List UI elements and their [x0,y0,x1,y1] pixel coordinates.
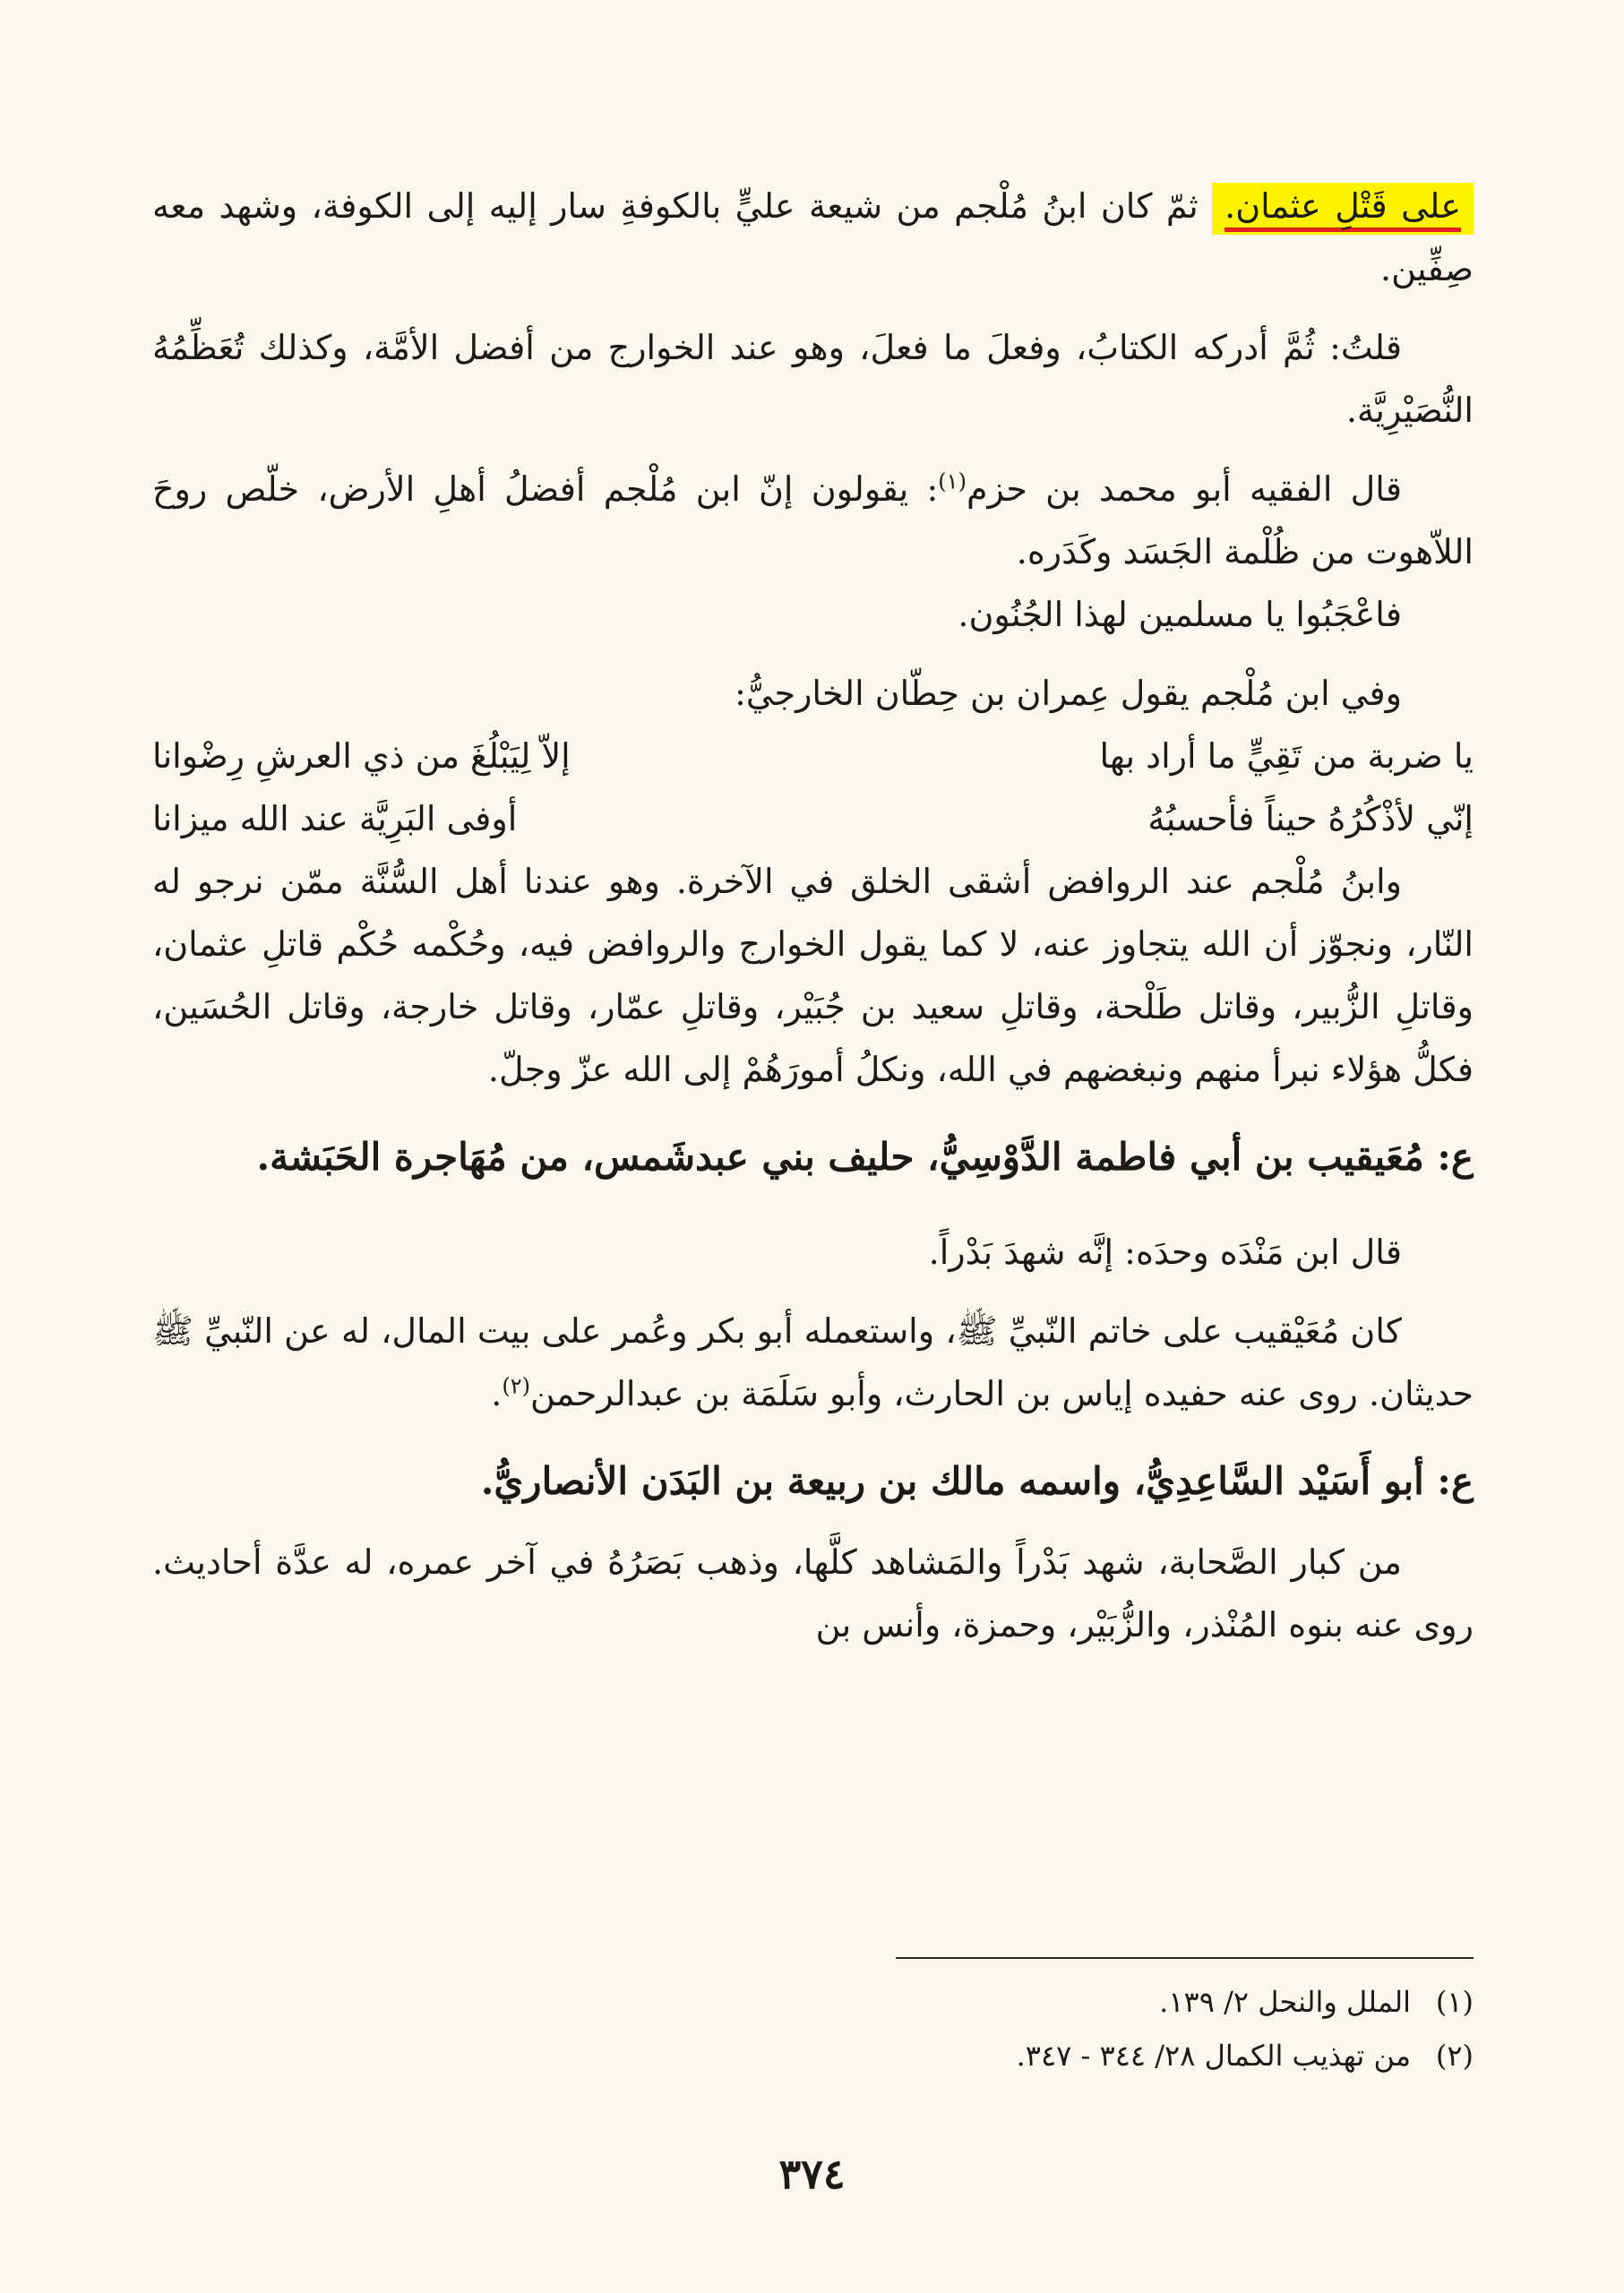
paragraph-7: قال ابن مَنْدَه وحدَه: إنَّه شهدَ بَدْراً. [928,1232,1402,1272]
paragraph-5: وفي ابن مُلْجم يقول عِمران بن حِطّان الخارجيُّ: [735,674,1402,713]
highlighted-phrase [1212,183,1474,235]
footnote-2-text: من تهذيب الكمال ٢٨/ ٣٤٤ - ٣٤٧. [1016,2039,1411,2073]
paragraph-3-end: : يقولون إنّ ابن مُلْجم أفضلُ أهلِ الأرض، خلّص روحَ اللاّهوت من ظُلْمة الجَسَد وكَدَره. [152,469,1474,571]
footnote-ref-2: (٢) [502,1373,530,1399]
paragraph-4: فاعْجَبُوا يا مسلمين لهذا الجُنُون. [958,595,1402,634]
footnote-divider [896,1957,1474,1959]
paragraph-8-end: . [491,1374,503,1413]
entry-heading-2: ع: أبو أَسَيْد السَّاعِدِيُّ، واسمه مالك بن ربيعة بن البَدَن الأنصاريُّ. [480,1459,1474,1503]
paragraph-3-start: قال الفقيه أبو محمد بن حزم [966,469,1402,509]
paragraph-9: من كبار الصَّحابة، شهد بَدْراً والمَشاهد كلَّها، وذهب بَصَرُهُ في آخر عمره، له عدَّة أحاديث. روى عنه بنوه المُنْذر، والزُّبَيْر، وحمزة، وأنس بن [152,1542,1474,1645]
paragraph-8 [152,1300,1474,1425]
footnote-2-number: (٢) [1435,2039,1474,2073]
page-number: ٣٧٤ [778,2150,846,2198]
verse-2-first-hemistich: إنّي لأذْكُرُهُ حيناً فأحسبُهُ [1147,799,1474,838]
footnotes [152,1975,1474,2083]
footnote-ref-1: (١) [938,468,967,494]
footnote-1 [152,1975,1474,2029]
paragraph-2: قلتُ: ثُمَّ أدركه الكتابُ، وفعلَ ما فعلَ، وهو عند الخوارج من أفضل الأمَّة، وكذلك تُعَظِّمُهُ النُّصَيْرِيَّة. [152,328,1474,430]
paragraph-1-text: ثمّ كان ابنُ مُلْجم من شيعة عليٍّ بالكوفةِ سار إليه إلى الكوفة، وشهد معه صِفِّين. [152,186,1474,288]
paragraph-1 [152,175,1474,300]
verse-1-second-hemistich: إلاّ لِيَبْلُغَ من ذي العرشِ رِضْوانا [152,736,571,776]
verse-2-second-hemistich: أوفى البَرِيَّة عند الله ميزانا [152,799,518,838]
underlined-phrase: على قَتْلِ عثمان. [1224,186,1461,232]
verse-line-1 [152,725,1474,787]
paragraph-8-text: كان مُعَيْقيب على خاتم النّبيِّ ﷺ، واستعمله أبو بكر وعُمر على بيت المال، له عن النّبيِّ ﷺ حديثان. روى عنه حفيده إياس بن الحارث، وأبو سَلَمَة بن عبدالرحمن [152,1311,1474,1413]
verse-1-first-hemistich: يا ضربة من تَقِيٍّ ما أراد بها [1099,736,1474,776]
main-text [152,175,1474,1656]
paragraph-3 [152,458,1474,583]
footnote-1-text: الملل والنحل ٢/ ١٣٩. [1159,1985,1411,2019]
footnote-2 [152,2029,1474,2083]
verse-line-2 [152,787,1474,850]
paragraph-6: وابنُ مُلْجم عند الروافض أشقى الخلق في الآخرة. وهو عندنا أهل السُّنَّة ممّن نرجو له النّار، ونجوّز أن الله يتجاوز عنه، لا كما يقول الخوارج والروافض فيه، وحُكْمه حُكْم قاتلِ عثمان، وقاتلِ الزُّبير، وقاتل طَلْحة، وقاتلِ سعيد بن جُبَيْر، وقاتلِ عمّار، وقاتل خارجة، وقاتل الحُسَين، فكلُّ هؤلاء نبرأ منهم ونبغضهم في الله، ونكلُ أمورَهُمْ إلى الله عزّ وجلّ. [152,862,1474,1089]
footnote-1-number: (١) [1435,1985,1474,2019]
entry-heading-1: ع: مُعَيقيب بن أبي فاطمة الدَّوْسِيُّ، حليف بني عبدشَمس، من مُهَاجرة الحَبَشة. [256,1135,1474,1179]
